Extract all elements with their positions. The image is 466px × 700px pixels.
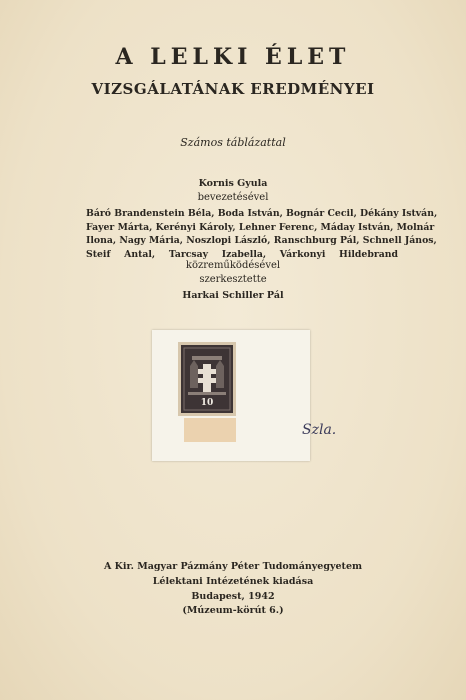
cooperation-label: közreműködésével [185, 260, 281, 271]
contributors-list [86, 207, 438, 261]
stamp-value: 10 [200, 398, 214, 408]
revenue-stamp [178, 342, 236, 416]
signature: Szla. [302, 422, 337, 438]
editor-name: Harkai Schiller Pál [182, 290, 284, 301]
contributors-line: Báró Brandenstein Béla, Boda István, Bognár Cecil, Dékány István, [86, 208, 438, 219]
contributors-line: Steif Antal, Tarcsay Izabella, Várkonyi Hildebrand [86, 248, 398, 260]
intro-author: Kornis Gyula [198, 178, 268, 189]
book-subtitle: VIZSGÁLATÁNAK EREDMÉNYEI [91, 80, 375, 98]
book-title: A LELKI ÉLET [115, 44, 351, 70]
intro-label: bevezetésével [197, 192, 269, 203]
contributors-line: Fayer Márta, Kerényi Károly, Lehner Ferenc, Máday István, Molnár [86, 221, 435, 233]
stamp-card [152, 330, 337, 461]
stamp-fragment [184, 418, 236, 442]
contributors-line: Ilona, Nagy Mária, Noszlopi László, Ranschburg Pál, Schnell János, [86, 235, 437, 246]
tables-note: Számos táblázattal [180, 136, 286, 149]
place-year: Budapest, 1942 [191, 591, 275, 602]
publisher-line-1: A Kir. Magyar Pázmány Péter Tudományegyetem [103, 561, 363, 572]
edited-label: szerkesztette [199, 274, 267, 285]
publisher-address: (Múzeum-körút 6.) [182, 605, 284, 616]
publisher-line-2: Lélektani Intézetének kiadása [152, 576, 314, 587]
